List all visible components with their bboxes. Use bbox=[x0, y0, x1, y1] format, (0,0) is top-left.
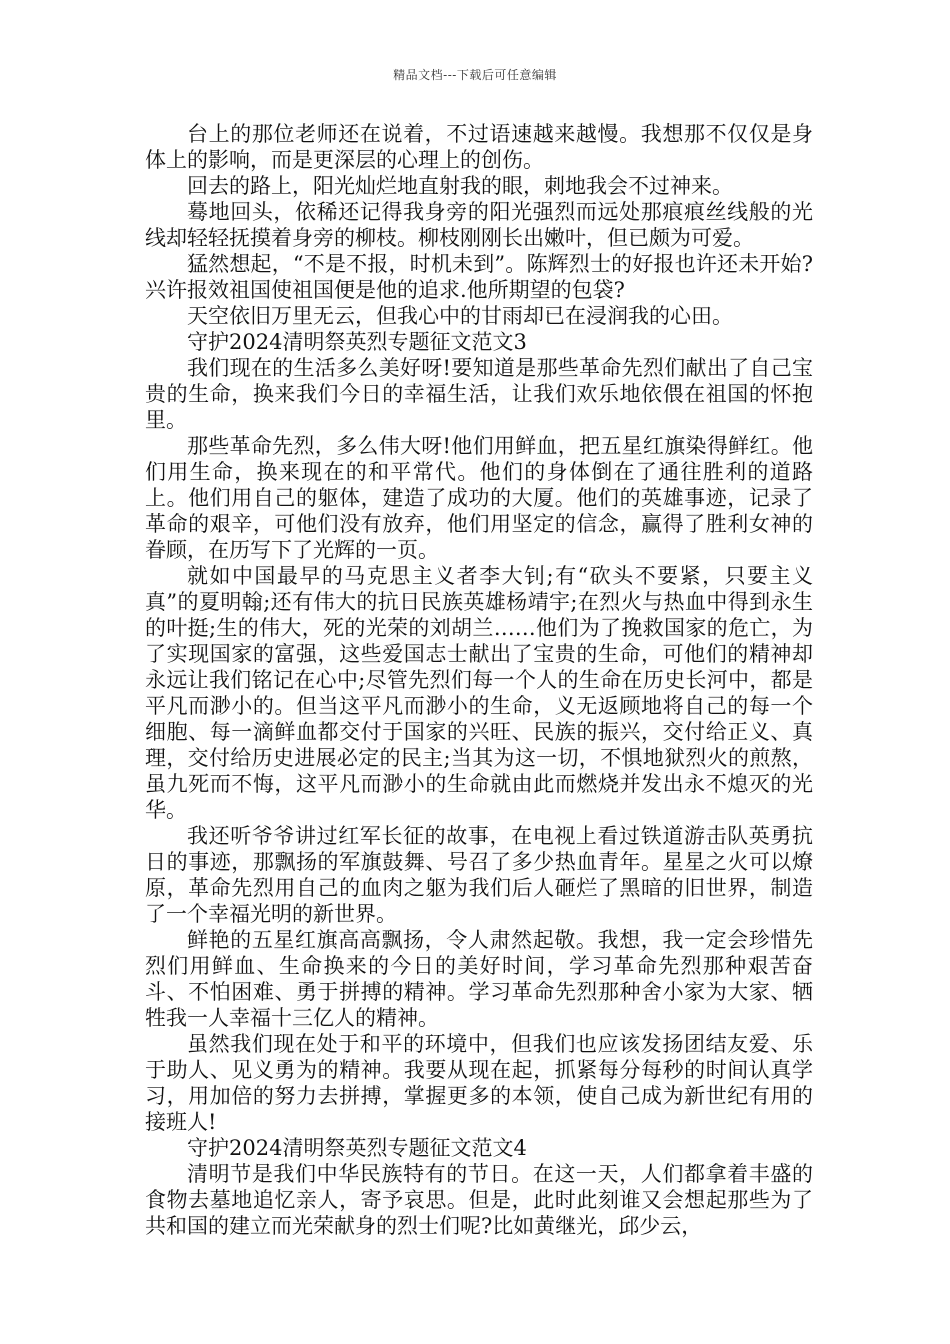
document-body bbox=[145, 121, 813, 1239]
paragraph: 鲜艳的五星红旗高高飘扬，令人肃然起敬。我想，我一定会珍惜先烈们用鲜血、生命换来的今日的美好时间，学习革命先烈那种艰苦奋斗、不怕困难、勇于拼搏的精神。学习革命先烈那种舍小家为大家、牺牲我一人幸福十三亿人的精神。 bbox=[145, 928, 813, 1030]
paragraph: 猛然想起，“不是不报，时机未到”。陈辉烈士的好报也许还未开始?兴许报效祖国使祖国便是他的追求.他所期望的包袋? bbox=[145, 252, 813, 302]
paragraph: 我还听爷爷讲过红军长征的故事，在电视上看过铁道游击队英勇抗日的事迹，那飘扬的军旗鼓舞、号召了多少热血青年。星星之火可以燎原，革命先烈用自己的血肉之躯为我们后人砸烂了黑暗的旧世界，制造了一个幸福光明的新世界。 bbox=[145, 824, 813, 926]
paragraph: 天空依旧万里无云，但我心中的甘雨却已在浸润我的心田。 bbox=[187, 304, 733, 328]
paragraph: 清明节是我们中华民族特有的节日。在这一天，人们都拿着丰盛的食物去墓地追忆亲人，寄予哀思。但是，此时此刻谁又会想起那些为了共和国的建立而光荣献身的烈士们呢?比如黄继光，邱少云， bbox=[145, 1162, 813, 1238]
paragraph: 我们现在的生活多么美好呀!要知道是那些革命先烈们献出了自己宝贵的生命，换来我们今日的幸福生活，让我们欢乐地依偎在祖国的怀抱里。 bbox=[145, 356, 813, 432]
section-heading: 守护2024清明祭英烈专题征文范文3 bbox=[187, 330, 527, 354]
paragraph: 虽然我们现在处于和平的环境中，但我们也应该发扬团结友爱、乐于助人、见义勇为的精神。我要从现在起，抓紧每分每秒的时间认真学习，用加倍的努力去拼搏，掌握更多的本领，使自己成为新世纪有用的接班人! bbox=[145, 1032, 813, 1134]
paragraph: 回去的路上，阳光灿烂地直射我的眼，刺地我会不过神来。 bbox=[187, 174, 733, 198]
paragraph: 台上的那位老师还在说着，不过语速越来越慢。我想那不仅仅是身体上的影响，而是更深层的心理上的创伤。 bbox=[145, 122, 813, 172]
section-heading: 守护2024清明祭英烈专题征文范文4 bbox=[187, 1136, 527, 1160]
paragraph: 蓦地回头，依稀还记得我身旁的阳光强烈而远处那痕痕丝线般的光线却轻轻抚摸着身旁的柳枝。柳枝刚刚长出嫩叶，但已颇为可爱。 bbox=[145, 200, 813, 250]
paragraph: 那些革命先烈，多么伟大呀!他们用鲜血，把五星红旗染得鲜红。他们用生命，换来现在的和平常代。他们的身体倒在了通往胜利的道路上。他们用自己的躯体，建造了成功的大厦。他们的英雄事迹，记录了革命的艰辛，可他们没有放弃，他们用坚定的信念，赢得了胜利女神的眷顾，在历写下了光辉的一页。 bbox=[145, 434, 813, 562]
page-header: 精品文档---下载后可任意编辑 bbox=[393, 68, 557, 82]
paragraph: 就如中国最早的马克思主义者李大钊;有“砍头不要紧，只要主义真”的夏明翰;还有伟大的抗日民族英雄杨靖宇;在烈火与热血中得到永生的叶挺;生的伟大，死的光荣的刘胡兰……他们为了挽救国家的危亡，为了实现国家的富强，这些爱国志士献出了宝贵的生命，可他们的精神却永远让我们铭记在心中;尽管先烈们每一个人的生命在历史长河中，都是平凡而渺小的。但当这平凡而渺小的生命，义无返顾地将自己的每一个细胞、每一滴鲜血都交付于国家的兴旺、民族的振兴，交付给正义、真理，交付给历史进展必定的民主;当其为这一切，不惧地狱烈火的煎熬，虽九死而不悔，这平凡而渺小的生命就由此而燃烧并发出永不熄灭的光华。 bbox=[145, 564, 813, 822]
